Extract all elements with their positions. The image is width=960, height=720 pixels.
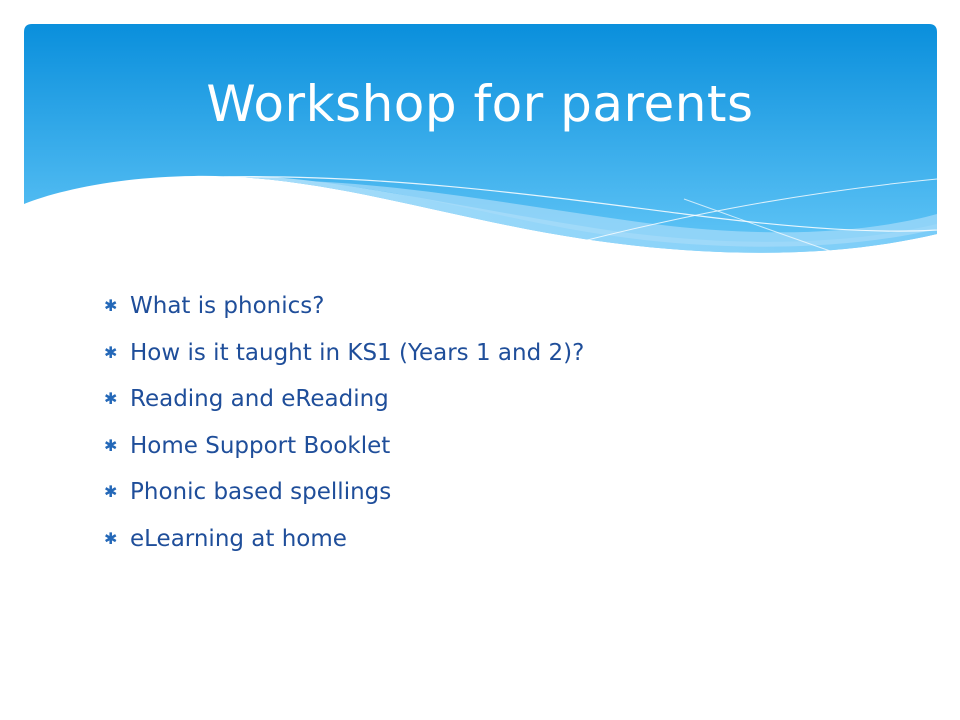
list-item-text: Reading and eReading	[130, 386, 389, 413]
asterisk-icon: ✱	[104, 342, 118, 362]
list-item	[104, 516, 584, 563]
list-item-text: Phonic based spellings	[130, 479, 392, 506]
header-banner	[24, 24, 937, 269]
list-item	[104, 423, 584, 470]
asterisk-icon: ✱	[104, 296, 118, 316]
asterisk-icon: ✱	[104, 389, 118, 409]
list-item-text: eLearning at home	[130, 525, 347, 552]
list-item-text: Home Support Booklet	[130, 432, 391, 459]
bullet-list	[104, 283, 584, 562]
list-item	[104, 469, 584, 516]
list-item-text: What is phonics?	[130, 293, 325, 320]
asterisk-icon: ✱	[104, 528, 118, 548]
list-item	[104, 330, 584, 377]
asterisk-icon: ✱	[104, 435, 118, 455]
wave-banner-graphic	[24, 24, 937, 269]
asterisk-icon: ✱	[104, 482, 118, 502]
list-item	[104, 376, 584, 423]
slide-title: Workshop for parents	[206, 75, 754, 133]
list-item-text: How is it taught in KS1 (Years 1 and 2)?	[130, 339, 585, 366]
list-item	[104, 283, 584, 330]
